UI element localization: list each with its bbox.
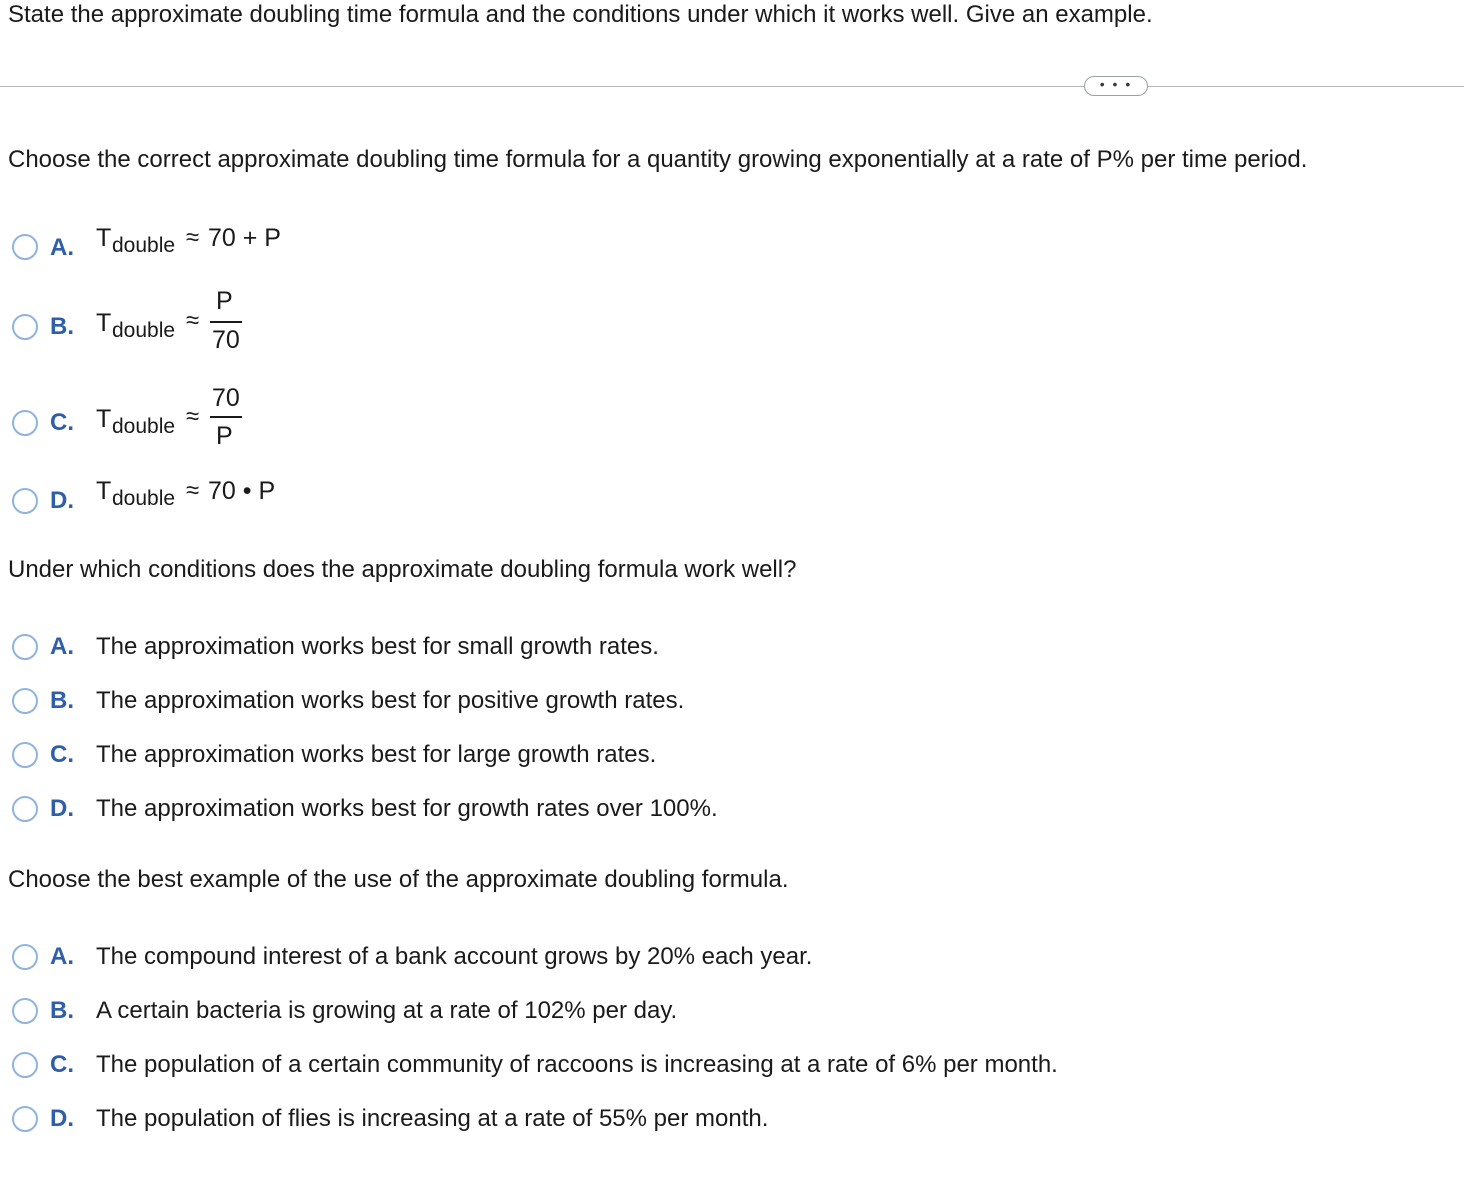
option-text: The population of a certain community of raccoons is increasing at a rate of 6% per month. — [96, 1051, 1058, 1078]
option-text: The approximation works best for small growth rates. — [96, 633, 659, 660]
option-letter: A. — [50, 943, 74, 970]
radio-button[interactable] — [12, 410, 38, 436]
option-letter: A. — [50, 234, 74, 261]
radio-button[interactable] — [12, 742, 38, 768]
option-letter: B. — [50, 313, 74, 340]
fraction-bar — [210, 416, 242, 418]
radio-button[interactable] — [12, 1106, 38, 1132]
option-text: The population of flies is increasing at a rate of 55% per month. — [96, 1105, 769, 1132]
radio-button[interactable] — [12, 634, 38, 660]
option-letter: B. — [50, 997, 74, 1024]
option-letter: B. — [50, 687, 74, 714]
radio-button[interactable] — [12, 488, 38, 514]
radio-button[interactable] — [12, 314, 38, 340]
option-letter: C. — [50, 741, 74, 768]
radio-button[interactable] — [12, 944, 38, 970]
formula-subscript: double — [112, 319, 176, 342]
option-text: A certain bacteria is growing at a rate of 102% per day. — [96, 997, 678, 1024]
approx-symbol: ≈ — [186, 224, 200, 251]
formula-subscript: double — [112, 234, 176, 257]
formula-t: T — [96, 309, 112, 337]
part1-prompt: Choose the correct approximate doubling time formula for a quantity growing exponentially at a rate of P% per time period. — [8, 146, 1308, 173]
radio-button[interactable] — [12, 688, 38, 714]
fraction-denominator: P — [216, 422, 233, 450]
option-letter: D. — [50, 795, 74, 822]
approx-symbol: ≈ — [186, 477, 200, 504]
option-letter: A. — [50, 633, 74, 660]
option-letter: C. — [50, 1051, 74, 1078]
formula-expression: 70 + P — [208, 224, 281, 252]
radio-button[interactable] — [12, 998, 38, 1024]
option-text: The approximation works best for positive growth rates. — [96, 687, 685, 714]
option-text: The compound interest of a bank account grows by 20% each year. — [96, 943, 813, 970]
fraction-numerator: 70 — [212, 384, 240, 412]
approx-symbol: ≈ — [186, 403, 200, 430]
radio-button[interactable] — [12, 234, 38, 260]
option-letter: D. — [50, 1105, 74, 1132]
formula-expression: 70 • P — [208, 477, 276, 505]
formula-subscript: double — [112, 415, 176, 438]
fraction-bar — [210, 321, 242, 323]
formula-subscript: double — [112, 487, 176, 510]
section-divider — [0, 86, 1464, 87]
part2-prompt: Under which conditions does the approximate doubling formula work well? — [8, 556, 797, 583]
formula-t: T — [96, 405, 112, 433]
question-title: State the approximate doubling time formula and the conditions under which it works well. Give an example. — [8, 1, 1153, 28]
radio-button[interactable] — [12, 1052, 38, 1078]
option-letter: D. — [50, 487, 74, 514]
radio-button[interactable] — [12, 796, 38, 822]
option-text: The approximation works best for growth rates over 100%. — [96, 795, 718, 822]
option-text: The approximation works best for large growth rates. — [96, 741, 657, 768]
fraction-numerator: P — [216, 287, 233, 315]
formula-t: T — [96, 224, 112, 252]
approx-symbol: ≈ — [186, 307, 200, 334]
option-letter: C. — [50, 409, 74, 436]
fraction-denominator: 70 — [212, 326, 240, 354]
part3-prompt: Choose the best example of the use of the approximate doubling formula. — [8, 866, 789, 893]
formula-t: T — [96, 477, 112, 505]
expand-more-button[interactable]: • • • — [1084, 76, 1148, 96]
